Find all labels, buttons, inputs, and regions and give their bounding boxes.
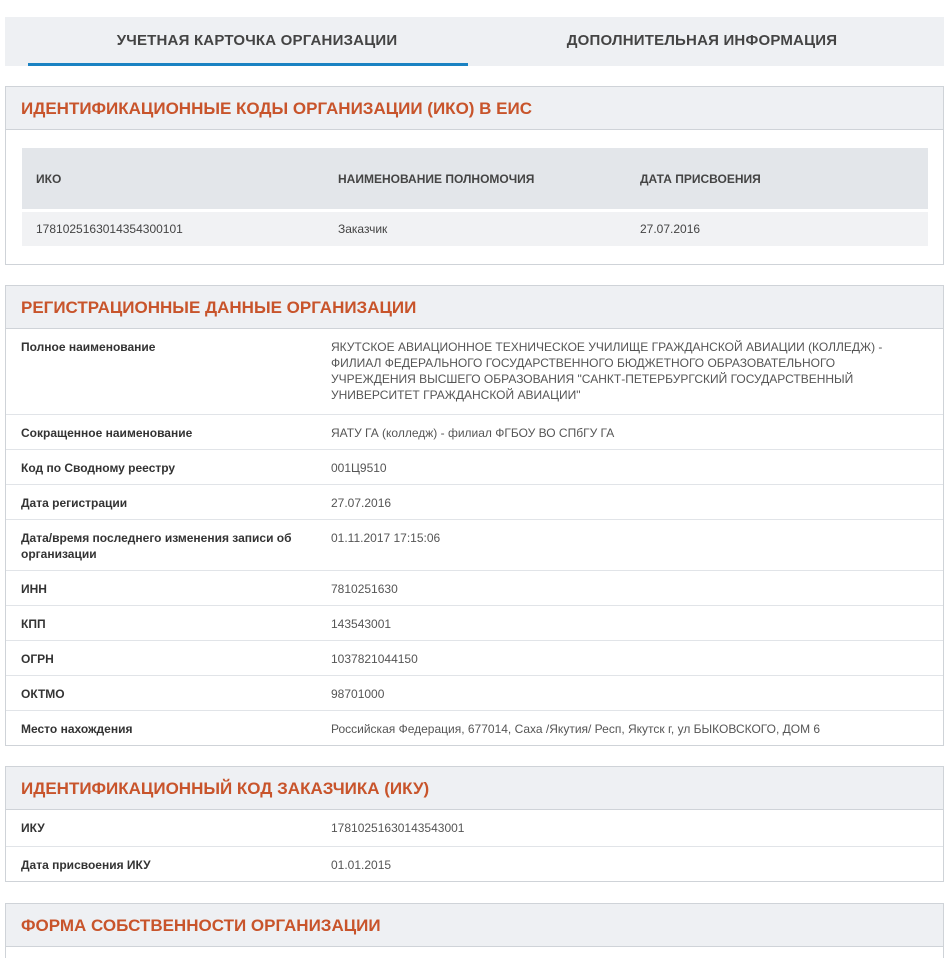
value-full-name: ЯКУТСКОЕ АВИАЦИОННОЕ ТЕХНИЧЕСКОЕ УЧИЛИЩЕ ГРАЖДАНСКОЙ АВИАЦИИ (КОЛЛЕДЖ) - ФИЛИАЛ ФЕДЕРАЛЬНОГО ГОСУДАРСТВЕННОГО БЮДЖЕТНОГО ОБРАЗОВАТЕЛЬНОГО УЧРЕЖДЕНИЯ ВЫСШЕГО ОБРАЗОВАНИЯ "САНКТ-ПЕТЕРБУРГСКИЙ ГОСУДАРСТВЕННЫЙ УНИВЕРСИТЕТ ГРАЖДАНСКОЙ АВИАЦИИ" [331, 340, 883, 402]
ownership-section-title: ФОРМА СОБСТВЕННОСТИ ОРГАНИЗАЦИИ [6, 904, 943, 947]
registration-section-title: РЕГИСТРАЦИОННЫЕ ДАННЫЕ ОРГАНИЗАЦИИ [6, 286, 943, 329]
iko-section-title: ИДЕНТИФИКАЦИОННЫЕ КОДЫ ОРГАНИЗАЦИИ (ИКО) В ЕИС [6, 87, 943, 130]
registration-section [5, 285, 944, 746]
label-registration-date: Дата регистрации [21, 496, 128, 510]
label-registry-code: Код по Сводному реестру [21, 461, 176, 475]
iko-section [5, 86, 944, 265]
column-header-date: ДАТА ПРИСВОЕНИЯ [640, 172, 761, 186]
value-iku: 17810251630143543001 [331, 821, 465, 835]
row-location [6, 710, 943, 745]
authority-value: Заказчик [338, 222, 388, 236]
row-inn [6, 570, 943, 605]
value-kpp: 143543001 [331, 617, 392, 631]
label-location: Место нахождения [21, 722, 133, 736]
iku-section [5, 766, 944, 882]
label-oktmo: ОКТМО [21, 687, 65, 701]
row-kpp [6, 605, 943, 640]
row-iku [6, 810, 943, 846]
iko-value: 17810251630143543001​01 [36, 222, 183, 236]
value-last-modified: 01.11.2017 17:15:06 [331, 531, 441, 545]
value-location: Российская Федерация, 677014, Саха /Якутия/ Респ, Якутск г, ул БЫКОВСКОГО, ДОМ 6 [331, 722, 821, 736]
row-registration-date [6, 484, 943, 519]
row-full-name [6, 329, 943, 414]
row-ogrn [6, 640, 943, 675]
iko-table [22, 148, 928, 246]
value-ogrn: 1037821044150 [331, 652, 418, 666]
label-full-name: Полное наименование [21, 340, 156, 354]
tab-additional-info[interactable]: ДОПОЛНИТЕЛЬНАЯ ИНФОРМАЦИЯ [566, 32, 838, 49]
label-inn: ИНН [21, 582, 47, 596]
value-inn: 7810251630 [331, 582, 398, 596]
iku-section-title: ИДЕНТИФИКАЦИОННЫЙ КОД ЗАКАЗЧИКА (ИКУ) [6, 767, 943, 810]
value-iku-date: 01.01.2015 [331, 858, 392, 872]
value-registry-code: 001Ц9510 [331, 461, 387, 475]
label-iku: ИКУ [21, 821, 45, 835]
row-iku-date [6, 846, 943, 881]
iku-rows [6, 810, 943, 881]
row-short-name [6, 414, 943, 449]
registration-rows [6, 329, 943, 745]
column-header-iko: ИКО [36, 172, 62, 186]
tab-bar [5, 17, 944, 66]
assign-date-value: 27.07.2016 [640, 222, 701, 236]
value-oktmo: 98701000 [331, 687, 385, 701]
iko-table-header [22, 148, 928, 209]
value-short-name: ЯАТУ ГА (колледж) - филиал ФГБОУ ВО СПбГУ ГА [331, 426, 615, 440]
row-oktmo [6, 675, 943, 710]
table-row [22, 212, 928, 246]
label-last-modified: Дата/время последнего изменения записи об организации [21, 531, 292, 561]
row-registry-code [6, 449, 943, 484]
active-tab-indicator [28, 63, 468, 66]
row-last-modified [6, 519, 943, 570]
label-short-name: Сокращенное наименование [21, 426, 193, 440]
value-registration-date: 27.07.2016 [331, 496, 392, 510]
label-iku-date: Дата присвоения ИКУ [21, 858, 151, 872]
label-kpp: КПП [21, 617, 46, 631]
ownership-section [5, 903, 944, 958]
tab-account-card[interactable]: УЧЕТНАЯ КАРТОЧКА ОРГАНИЗАЦИИ [116, 32, 398, 49]
column-header-authority: НАИМЕНОВАНИЕ ПОЛНОМОЧИЯ [338, 172, 535, 186]
label-ogrn: ОГРН [21, 652, 54, 666]
